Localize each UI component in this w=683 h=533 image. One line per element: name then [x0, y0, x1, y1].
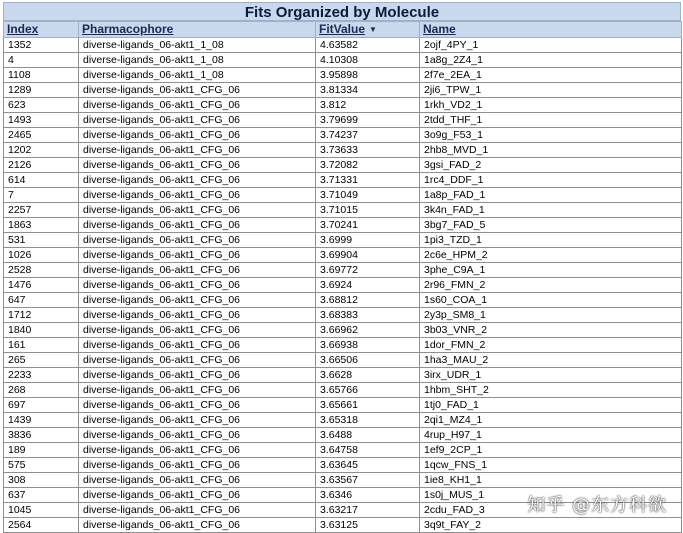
fitvalue-cell: 4.10308: [316, 53, 420, 68]
index-cell: 1026: [4, 248, 79, 263]
index-cell: 2126: [4, 158, 79, 173]
index-cell: 697: [4, 398, 79, 413]
index-cell: 1045: [4, 503, 79, 518]
index-cell: 308: [4, 473, 79, 488]
watermark: 知乎 @东方科欲: [527, 495, 667, 516]
fitvalue-cell: 3.72082: [316, 158, 420, 173]
name-cell: 1a8g_2Z4_1: [420, 53, 682, 68]
pharmacophore-cell: diverse-ligands_06-akt1_CFG_06: [79, 443, 316, 458]
table-row[interactable]: [4, 143, 682, 158]
table-row[interactable]: [4, 233, 682, 248]
pharmacophore-cell: diverse-ligands_06-akt1_CFG_06: [79, 488, 316, 503]
fitvalue-cell: 3.70241: [316, 218, 420, 233]
index-cell: 265: [4, 353, 79, 368]
index-cell: 4: [4, 53, 79, 68]
name-cell: 2c6e_HPM_2: [420, 248, 682, 263]
name-cell: 3b03_VNR_2: [420, 323, 682, 338]
results-panel: [3, 2, 681, 533]
table-row[interactable]: [4, 323, 682, 338]
fitvalue-cell: 3.6999: [316, 233, 420, 248]
index-cell: 189: [4, 443, 79, 458]
pharmacophore-cell: diverse-ligands_06-akt1_CFG_06: [79, 113, 316, 128]
index-cell: 1840: [4, 323, 79, 338]
fitvalue-cell: 3.64758: [316, 443, 420, 458]
index-cell: 161: [4, 338, 79, 353]
pharmacophore-cell: diverse-ligands_06-akt1_CFG_06: [79, 413, 316, 428]
sort-descending-icon: ▼: [369, 25, 377, 34]
fitvalue-cell: 3.71049: [316, 188, 420, 203]
pharmacophore-cell: diverse-ligands_06-akt1_CFG_06: [79, 83, 316, 98]
column-header-pharmacophore[interactable]: [79, 22, 316, 38]
index-cell: 2564: [4, 518, 79, 533]
fitvalue-cell: 3.73633: [316, 143, 420, 158]
table-row[interactable]: [4, 428, 682, 443]
name-cell: 2ojf_4PY_1: [420, 38, 682, 53]
pharmacophore-cell: diverse-ligands_06-akt1_1_08: [79, 68, 316, 83]
pharmacophore-cell: diverse-ligands_06-akt1_CFG_06: [79, 233, 316, 248]
name-cell: 1ie8_KH1_1: [420, 473, 682, 488]
fitvalue-cell: 3.79699: [316, 113, 420, 128]
pharmacophore-cell: diverse-ligands_06-akt1_CFG_06: [79, 173, 316, 188]
name-cell: 3o9g_F53_1: [420, 128, 682, 143]
index-cell: 647: [4, 293, 79, 308]
table-row[interactable]: [4, 113, 682, 128]
table-row[interactable]: [4, 353, 682, 368]
column-header-index-label: Index: [7, 22, 39, 36]
table-row[interactable]: [4, 173, 682, 188]
name-cell: 1tj0_FAD_1: [420, 398, 682, 413]
pharmacophore-cell: diverse-ligands_06-akt1_CFG_06: [79, 398, 316, 413]
pharmacophore-cell: diverse-ligands_06-akt1_CFG_06: [79, 98, 316, 113]
fitvalue-cell: 3.6346: [316, 488, 420, 503]
name-cell: 1dor_FMN_2: [420, 338, 682, 353]
name-cell: 4rup_H97_1: [420, 428, 682, 443]
name-cell: 1s60_COA_1: [420, 293, 682, 308]
fitvalue-cell: 3.6628: [316, 368, 420, 383]
column-header-pharmacophore-label: Pharmacophore: [82, 22, 174, 36]
table-row[interactable]: [4, 68, 682, 83]
name-cell: 1rkh_VD2_1: [420, 98, 682, 113]
index-cell: 623: [4, 98, 79, 113]
name-cell: 1a8p_FAD_1: [420, 188, 682, 203]
index-cell: 2465: [4, 128, 79, 143]
table-title: Fits Organized by Molecule: [3, 2, 681, 21]
fitvalue-cell: 3.63645: [316, 458, 420, 473]
table-row[interactable]: [4, 518, 682, 533]
table-row[interactable]: [4, 53, 682, 68]
pharmacophore-cell: diverse-ligands_06-akt1_CFG_06: [79, 458, 316, 473]
index-cell: 2233: [4, 368, 79, 383]
pharmacophore-cell: diverse-ligands_06-akt1_CFG_06: [79, 188, 316, 203]
table-row[interactable]: [4, 458, 682, 473]
pharmacophore-cell: diverse-ligands_06-akt1_CFG_06: [79, 368, 316, 383]
fitvalue-cell: 3.68812: [316, 293, 420, 308]
pharmacophore-cell: diverse-ligands_06-akt1_CFG_06: [79, 383, 316, 398]
pharmacophore-cell: diverse-ligands_06-akt1_CFG_06: [79, 518, 316, 533]
name-cell: 2f7e_2EA_1: [420, 68, 682, 83]
pharmacophore-cell: diverse-ligands_06-akt1_CFG_06: [79, 263, 316, 278]
fitvalue-cell: 3.68383: [316, 308, 420, 323]
index-cell: 1712: [4, 308, 79, 323]
index-cell: 7: [4, 188, 79, 203]
index-cell: 1108: [4, 68, 79, 83]
name-cell: 2r96_FMN_2: [420, 278, 682, 293]
index-cell: 268: [4, 383, 79, 398]
column-header-index[interactable]: [4, 22, 79, 38]
table-row[interactable]: [4, 443, 682, 458]
fitvalue-cell: 3.812: [316, 98, 420, 113]
fitvalue-cell: 3.66962: [316, 323, 420, 338]
pharmacophore-cell: diverse-ligands_06-akt1_CFG_06: [79, 293, 316, 308]
pharmacophore-cell: diverse-ligands_06-akt1_1_08: [79, 38, 316, 53]
name-cell: 2cdu_FAD_3: [420, 503, 682, 518]
name-cell: 3q9t_FAY_2: [420, 518, 682, 533]
column-header-fitvalue[interactable]: [316, 22, 420, 38]
fitvalue-cell: 3.69904: [316, 248, 420, 263]
pharmacophore-cell: diverse-ligands_06-akt1_CFG_06: [79, 323, 316, 338]
name-cell: 2tdd_THF_1: [420, 113, 682, 128]
name-cell: 1s0j_MUS_1: [420, 488, 682, 503]
index-cell: 1476: [4, 278, 79, 293]
pharmacophore-cell: diverse-ligands_06-akt1_1_08: [79, 53, 316, 68]
fitvalue-cell: 3.66938: [316, 338, 420, 353]
index-cell: 1202: [4, 143, 79, 158]
table-row[interactable]: [4, 413, 682, 428]
index-cell: 1352: [4, 38, 79, 53]
fitvalue-cell: 3.81334: [316, 83, 420, 98]
index-cell: 3836: [4, 428, 79, 443]
table-row[interactable]: [4, 158, 682, 173]
name-cell: 3bg7_FAD_5: [420, 218, 682, 233]
table-row[interactable]: [4, 308, 682, 323]
name-cell: 2y3p_SM8_1: [420, 308, 682, 323]
index-cell: 614: [4, 173, 79, 188]
table-row[interactable]: [4, 83, 682, 98]
index-cell: 1439: [4, 413, 79, 428]
fitvalue-cell: 3.95898: [316, 68, 420, 83]
table-row[interactable]: [4, 188, 682, 203]
pharmacophore-cell: diverse-ligands_06-akt1_CFG_06: [79, 158, 316, 173]
table-row[interactable]: [4, 473, 682, 488]
header-row: [4, 22, 682, 38]
index-cell: 2257: [4, 203, 79, 218]
name-cell: 3irx_UDR_1: [420, 368, 682, 383]
pharmacophore-cell: diverse-ligands_06-akt1_CFG_06: [79, 143, 316, 158]
pharmacophore-cell: diverse-ligands_06-akt1_CFG_06: [79, 248, 316, 263]
pharmacophore-cell: diverse-ligands_06-akt1_CFG_06: [79, 503, 316, 518]
pharmacophore-cell: diverse-ligands_06-akt1_CFG_06: [79, 128, 316, 143]
pharmacophore-cell: diverse-ligands_06-akt1_CFG_06: [79, 308, 316, 323]
table-row[interactable]: [4, 293, 682, 308]
fitvalue-cell: 3.6924: [316, 278, 420, 293]
table-row[interactable]: [4, 368, 682, 383]
fitvalue-cell: 3.65318: [316, 413, 420, 428]
fitvalue-cell: 3.63217: [316, 503, 420, 518]
index-cell: 1289: [4, 83, 79, 98]
index-cell: 575: [4, 458, 79, 473]
fitvalue-cell: 3.65661: [316, 398, 420, 413]
fitvalue-cell: 3.71331: [316, 173, 420, 188]
fitvalue-cell: 4.63582: [316, 38, 420, 53]
fitvalue-cell: 3.71015: [316, 203, 420, 218]
name-cell: 1ef9_2CP_1: [420, 443, 682, 458]
pharmacophore-cell: diverse-ligands_06-akt1_CFG_06: [79, 278, 316, 293]
index-cell: 1863: [4, 218, 79, 233]
name-cell: 2hb8_MVD_1: [420, 143, 682, 158]
column-header-fitvalue-label: FitValue: [319, 22, 366, 36]
pharmacophore-cell: diverse-ligands_06-akt1_CFG_06: [79, 218, 316, 233]
table-row[interactable]: [4, 203, 682, 218]
name-cell: 3gsi_FAD_2: [420, 158, 682, 173]
table-row[interactable]: [4, 263, 682, 278]
table-row[interactable]: [4, 383, 682, 398]
table-row[interactable]: [4, 218, 682, 233]
fitvalue-cell: 3.6488: [316, 428, 420, 443]
table-row[interactable]: [4, 98, 682, 113]
fitvalue-cell: 3.69772: [316, 263, 420, 278]
name-cell: 1pi3_TZD_1: [420, 233, 682, 248]
table-row[interactable]: [4, 398, 682, 413]
name-cell: 2qi1_MZ4_1: [420, 413, 682, 428]
index-cell: 2528: [4, 263, 79, 278]
fits-table: [3, 21, 682, 533]
column-header-name[interactable]: [420, 22, 682, 38]
name-cell: 3phe_C9A_1: [420, 263, 682, 278]
pharmacophore-cell: diverse-ligands_06-akt1_CFG_06: [79, 203, 316, 218]
name-cell: 1rc4_DDF_1: [420, 173, 682, 188]
index-cell: 637: [4, 488, 79, 503]
name-cell: 3k4n_FAD_1: [420, 203, 682, 218]
name-cell: 1ha3_MAU_2: [420, 353, 682, 368]
fitvalue-cell: 3.63125: [316, 518, 420, 533]
index-cell: 531: [4, 233, 79, 248]
fitvalue-cell: 3.63567: [316, 473, 420, 488]
table-row[interactable]: [4, 338, 682, 353]
table-row[interactable]: [4, 248, 682, 263]
table-row[interactable]: [4, 38, 682, 53]
fitvalue-cell: 3.74237: [316, 128, 420, 143]
name-cell: 1hbm_SHT_2: [420, 383, 682, 398]
fitvalue-cell: 3.66506: [316, 353, 420, 368]
pharmacophore-cell: diverse-ligands_06-akt1_CFG_06: [79, 428, 316, 443]
column-header-name-label: Name: [423, 22, 456, 36]
table-row[interactable]: [4, 128, 682, 143]
pharmacophore-cell: diverse-ligands_06-akt1_CFG_06: [79, 473, 316, 488]
fitvalue-cell: 3.65766: [316, 383, 420, 398]
name-cell: 2ji6_TPW_1: [420, 83, 682, 98]
pharmacophore-cell: diverse-ligands_06-akt1_CFG_06: [79, 338, 316, 353]
index-cell: 1493: [4, 113, 79, 128]
table-row[interactable]: [4, 278, 682, 293]
name-cell: 1qcw_FNS_1: [420, 458, 682, 473]
pharmacophore-cell: diverse-ligands_06-akt1_CFG_06: [79, 353, 316, 368]
